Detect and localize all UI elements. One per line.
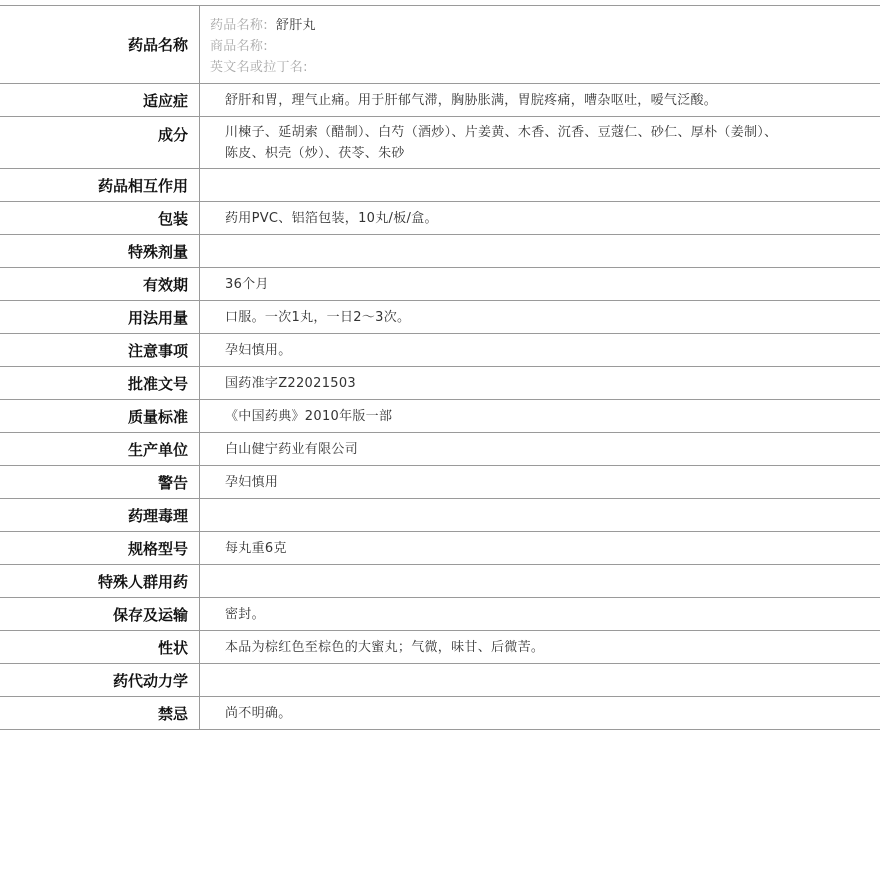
row-storage <box>0 598 880 631</box>
row-label: 有效期 <box>0 268 200 300</box>
row-label: 质量标准 <box>0 400 200 432</box>
row-label: 警告 <box>0 466 200 498</box>
drug-info-table <box>0 5 880 730</box>
row-label: 特殊剂量 <box>0 235 200 267</box>
row-packaging <box>0 202 880 235</box>
row-indications <box>0 84 880 117</box>
row-specification <box>0 532 880 565</box>
row-label: 药品相互作用 <box>0 169 200 201</box>
row-approval-number <box>0 367 880 400</box>
row-label: 药代动力学 <box>0 664 200 696</box>
row-label: 包装 <box>0 202 200 234</box>
row-warning <box>0 466 880 499</box>
generic-name-key: 药品名称: <box>210 18 268 33</box>
row-label: 成分 <box>0 117 200 168</box>
row-value: 尚不明确。 <box>225 705 292 721</box>
row-value: 川楝子、延胡索（醋制）、白芍（酒炒）、片姜黄、木香、沉香、豆蔻仁、砂仁、厚朴（姜制）、陈皮、枳壳（炒）、茯苓、朱砂 <box>225 125 778 161</box>
row-special-dosage <box>0 235 880 268</box>
row-pharmacology <box>0 499 880 532</box>
row-precautions <box>0 334 880 367</box>
row-label: 批准文号 <box>0 367 200 399</box>
row-value: 孕妇慎用。 <box>225 342 292 358</box>
row-value <box>200 235 880 267</box>
row-value: 《中国药典》2010年版一部 <box>225 408 393 424</box>
row-label: 性状 <box>0 631 200 663</box>
row-special-populations <box>0 565 880 598</box>
row-value: 口服。一次1丸，一日2～3次。 <box>225 309 411 325</box>
row-label: 禁忌 <box>0 697 200 729</box>
row-value <box>200 499 880 531</box>
row-value: 国药准字Z22021503 <box>225 375 356 391</box>
row-label: 注意事项 <box>0 334 200 366</box>
row-value: 密封。 <box>225 606 265 622</box>
row-value: 孕妇慎用 <box>225 474 279 490</box>
row-value <box>200 664 880 696</box>
row-label: 规格型号 <box>0 532 200 564</box>
row-drug-name <box>0 6 880 84</box>
row-label: 保存及运输 <box>0 598 200 630</box>
row-value <box>200 169 880 201</box>
row-ingredients <box>0 117 880 169</box>
row-label: 药品名称 <box>0 6 200 83</box>
row-value: 每丸重6克 <box>225 540 287 556</box>
row-label: 用法用量 <box>0 301 200 333</box>
row-value <box>200 565 880 597</box>
row-interactions <box>0 169 880 202</box>
trade-name-line <box>210 36 880 57</box>
row-value: 白山健宁药业有限公司 <box>225 441 359 457</box>
english-name-line <box>210 57 880 78</box>
drug-name-block <box>200 6 880 83</box>
trade-name-key: 商品名称: <box>210 39 268 54</box>
row-value: 36个月 <box>225 276 269 292</box>
english-name-key: 英文名或拉丁名: <box>210 60 308 75</box>
row-value: 药用PVC、铝箔包装，10丸/板/盒。 <box>225 210 438 226</box>
row-value: 本品为棕红色至棕色的大蜜丸；气微，味甘、后微苦。 <box>225 639 545 655</box>
row-description <box>0 631 880 664</box>
row-quality-standard <box>0 400 880 433</box>
row-label: 生产单位 <box>0 433 200 465</box>
row-manufacturer <box>0 433 880 466</box>
row-value: 舒肝和胃，理气止痛。用于肝郁气滞，胸胁胀满，胃脘疼痛，嘈杂呕吐，嗳气泛酸。 <box>225 92 718 108</box>
row-label: 适应症 <box>0 84 200 116</box>
row-label: 药理毒理 <box>0 499 200 531</box>
row-label: 特殊人群用药 <box>0 565 200 597</box>
row-usage-dosage <box>0 301 880 334</box>
row-shelf-life <box>0 268 880 301</box>
generic-name-line <box>210 15 880 36</box>
generic-name-value: 舒肝丸 <box>275 18 316 33</box>
row-pharmacokinetics <box>0 664 880 697</box>
row-contraindications <box>0 697 880 730</box>
